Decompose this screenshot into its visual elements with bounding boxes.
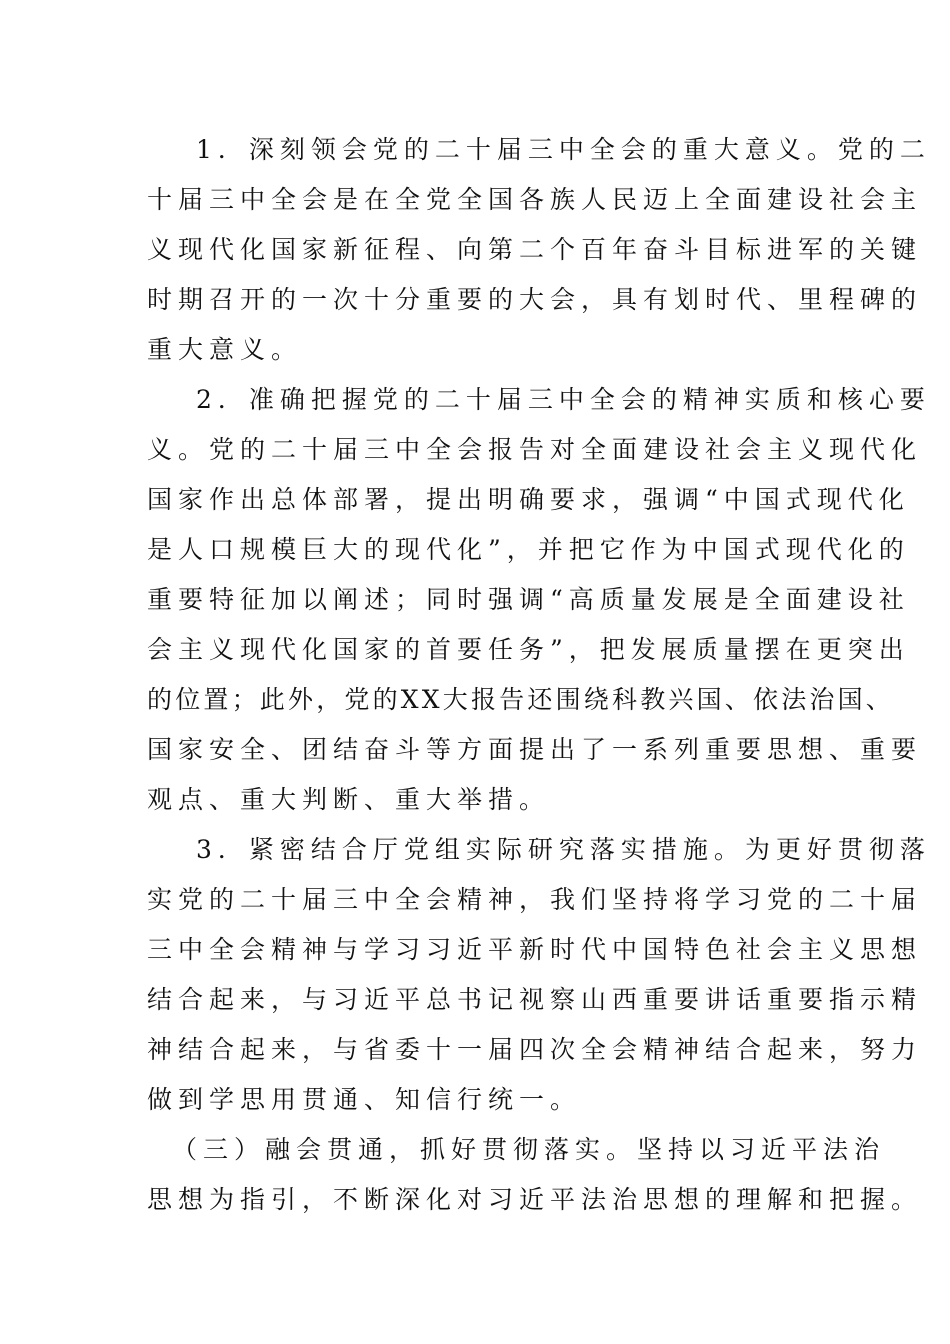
paragraph-3-line-4: 结合起来，与习近平总书记视察山西重要讲话重要指示精	[147, 985, 923, 1014]
paragraph-2-line-6: 会主义现代化国家的首要任务”，把发展质量摆在更突出	[147, 635, 910, 664]
paragraph-3-line-2: 实党的二十届三中全会精神，我们坚持将学习党的二十届	[147, 885, 923, 914]
paragraph-1-line-5: 重大意义。	[147, 335, 303, 364]
paragraph-1-line-3: 义现代化国家新征程、向第二个百年奋斗目标进军的关键	[147, 235, 923, 264]
paragraph-1-line-1: 1．深刻领会党的二十届三中全会的重大意义。党的二	[196, 135, 931, 164]
paragraph-2-line-4: 是人口规模巨大的现代化”，并把它作为中国式现代化的	[147, 535, 910, 564]
paragraph-4-line-2: 思想为指引，不断深化对习近平法治思想的理解和把握。	[147, 1185, 923, 1214]
paragraph-4-line-1: （三）融会贯通，抓好贯彻落实。坚持以习近平法治	[172, 1135, 886, 1164]
paragraph-2-line-2: 义。党的二十届三中全会报告对全面建设社会主义现代化	[147, 435, 923, 464]
paragraph-2-line-9: 观点、重大判断、重大举措。	[147, 785, 551, 814]
paragraph-1-line-2: 十届三中全会是在全党全国各族人民迈上全面建设社会主	[147, 185, 923, 214]
paragraph-1-line-4: 时期召开的一次十分重要的大会，具有划时代、里程碑的	[147, 285, 923, 314]
paragraph-3-line-5: 神结合起来，与省委十一届四次全会精神结合起来，努力	[147, 1035, 923, 1064]
paragraph-3-line-1: 3．紧密结合厅党组实际研究落实措施。为更好贯彻落	[196, 835, 931, 864]
paragraph-2-line-5: 重要特征加以阐述；同时强调“高质量发展是全面建设社	[147, 585, 910, 614]
paragraph-2-line-3: 国家作出总体部署，提出明确要求，强调“中国式现代化	[147, 485, 910, 514]
paragraph-2-line-8: 国家安全、团结奋斗等方面提出了一系列重要思想、重要	[147, 735, 923, 764]
paragraph-2-line-1: 2．准确把握党的二十届三中全会的精神实质和核心要	[196, 385, 931, 414]
paragraph-2-line-7: 的位置；此外，党的XX大报告还围绕科教兴国、依法治国、	[147, 685, 894, 714]
paragraph-3-line-6: 做到学思用贯通、知信行统一。	[147, 1085, 582, 1114]
paragraph-3-line-3: 三中全会精神与学习习近平新时代中国特色社会主义思想	[147, 935, 923, 964]
